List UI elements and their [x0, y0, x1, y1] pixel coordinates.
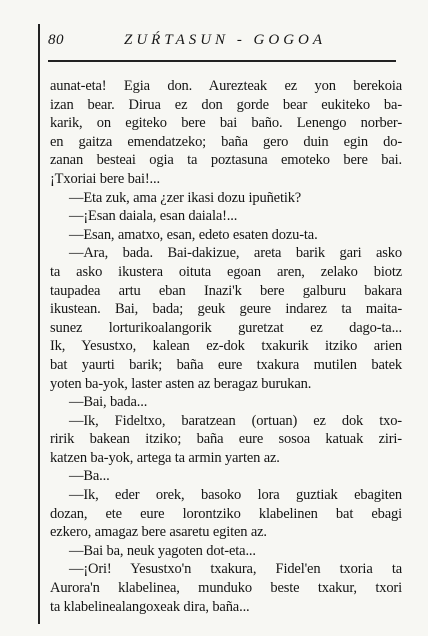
text-line: —Ba... — [69, 468, 110, 485]
text-line: —Ik, Fideltxo, baratzean (ortuan) ez dok txo- — [69, 412, 402, 429]
text-line: katzen ba-yok, artega ta armin yarten az. — [50, 449, 280, 466]
text-line: Ik, Yesustxo, kalean ez-dok txakurik itziko arien — [50, 338, 402, 355]
text-line: yoten ba-yok, laster asten az beragaz burukan. — [50, 375, 312, 392]
text-line: aunat-eta! Egia don. Aurezteak ez yon berekoia — [50, 78, 402, 94]
text-line: en gaitza emendatzeko; baña gero duin egin do- — [50, 133, 402, 150]
text-line: zanan besteai ogia ta poztasuna emoteko bere bai. — [50, 152, 402, 169]
text-line: bat yaurti barik; baña eure txakura mutilen batek — [50, 356, 402, 373]
text-line: ta asko ikustera oituta egoan aren, zelako biotz — [50, 263, 402, 280]
page-number: 80 — [48, 32, 64, 48]
page-left-border — [38, 24, 40, 624]
text-line: —Ara, bada. Bai-dakizue, areta barik gari asko — [69, 245, 402, 262]
text-line: taupadea artu eban Inazi'k bere galburu bakara — [50, 282, 402, 299]
text-line: —Bai ba, neuk yagoten dot-eta... — [69, 542, 256, 559]
text-line: ta klabelinealangoxeak dira, baña... — [50, 598, 250, 615]
text-line: Aurora'n klabelinea, munduko beste txakur, txori — [50, 580, 402, 597]
header-rule — [48, 60, 396, 62]
text-line: —Eta zuk, ama ¿zer ikasi dozu ipuñetik? — [69, 189, 302, 206]
text-line: —Ik, eder orek, basoko lora guztiak ebagiten — [69, 487, 402, 504]
text-line: dozan, ete eure lorontziko klabelinen bat ebagi — [50, 505, 402, 522]
text-line: sunez lorturikoalangorik guretzat ez dago-ta... — [50, 319, 402, 336]
running-title: ZUŔTASUN - GOGOA — [124, 32, 327, 48]
text-line: karik, on egiteko bere bai baño. Lenengo norber- — [50, 115, 402, 132]
text-line: —Bai, bada... — [69, 394, 148, 411]
text-line: ikustean. Bai, bada; geuk geure indarez ta maita- — [50, 301, 402, 318]
text-line: —¡Ori! Yesustxo'n txakura, Fidel'en txoria ta — [69, 561, 402, 578]
body-text — [50, 77, 402, 616]
text-line: ririk bakean itziko; baña eure sosoa katuak ziri- — [50, 431, 402, 448]
text-line: —¡Esan daiala, esan daiala!... — [69, 208, 238, 225]
text-line: ¡Txoriai bere bai!... — [50, 170, 160, 187]
text-line: ezkero, amagaz bere asaretu egiten az. — [50, 524, 267, 541]
page-header — [48, 32, 396, 58]
text-line: izan bear. Dirua ez don gorde bear eukiteko ba- — [50, 96, 402, 113]
text-line: —Esan, amatxo, esan, edeto esaten dozu-ta. — [69, 226, 318, 243]
